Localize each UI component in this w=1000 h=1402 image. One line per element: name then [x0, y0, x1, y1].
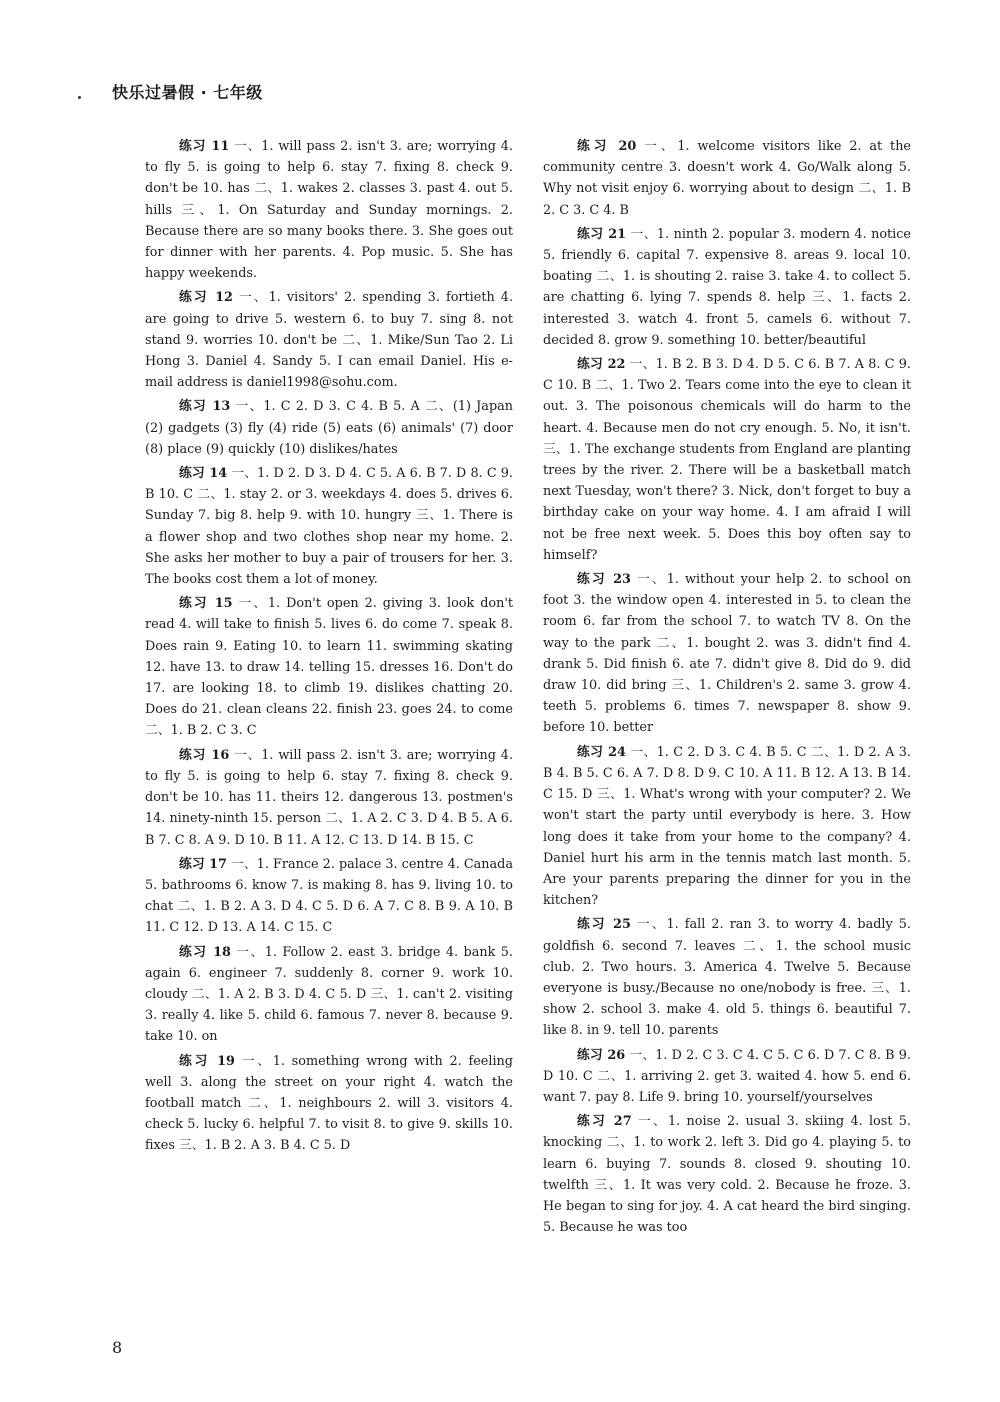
exercise-answers: 一、1. Follow 2. east 3. bridge 4. bank 5. again 6. engineer 7. suddenly 8. corner 9. work 10. cloudy 二、1. A 2. B 3. D 4. C 5. D 三、1. can't 2. visiting 3. really 4. like 5. child 6. famous 7. never 8. because 9. take 10. on [145, 944, 514, 1045]
exercise-title: 练习 14 [179, 466, 228, 482]
exercise-answers: 一、1. without your help 2. to school on foot 3. the window open 4. interested in 5. to clean the room 6. far from the school 7. to watch TV 8. On the way to the park 二、1. bought 2. was 3. didn't find 4. drank 5. Did finish 6. ate 7. didn't give 8. Did do 9. did draw 10. did bring 三、1. Children's 2. same 3. grow 4. teeth 5. problems 6. times 7. newspaper 8. show 9. before 10. better [543, 572, 912, 736]
exercise-17 [145, 854, 513, 939]
exercise-11 [145, 136, 513, 284]
exercise-title: 练习 25 [577, 917, 631, 933]
exercise-title: 练习 23 [577, 572, 631, 588]
exercise-26 [543, 1045, 911, 1109]
exercise-14 [145, 463, 513, 590]
exercise-answers: 一、1. Don't open 2. giving 3. look don't read 4. will take to finish 5. lives 6. do come 7. speak 8. Does rain 9. Eating 10. to learn 11. swimming skating 12. have 13. to draw 14. telling 15. dresses 16. Don't do 17. are looking 18. to climb 19. dislikes chatting 20. Does do 21. clean cleans 22. finish 23. goes 24. to come 二、1. B 2. C 3. C [145, 596, 513, 739]
exercise-title: 练习 15 [179, 596, 233, 612]
exercise-title: 练习 18 [179, 944, 231, 960]
exercise-answers: 一、1. will pass 2. isn't 3. are; worrying 4. to fly 5. is going to help 6. stay 7. fixing 8. check 9. don't be 10. has 二、1. wakes 2. classes 3. past 4. out 5. hills 三、1. On Saturday and Sunday mornings. 2. Because there are so many books there. 3. She goes out for dinner with her parents. 4. Pop music. 5. She has happy weekends. [145, 139, 513, 282]
exercise-title: 练习 27 [577, 1114, 632, 1130]
exercise-13 [145, 396, 513, 460]
exercise-answers: 一、1. D 2. C 3. C 4. C 5. C 6. D 7. C 8. B 9. D 10. C 二、1. arriving 2. get 3. waited 4. how 5. end 6. want 7. pay 8. Life 9. bring 10. yourself/yourselves [543, 1047, 911, 1105]
exercise-title: 练习 20 [577, 139, 637, 154]
exercise-answers: 一、1. noise 2. usual 3. skiing 4. lost 5. knocking 二、1. to work 2. left 3. Did go 4. playing 5. to learn 6. buying 7. sounds 8. closed 9. shouting 10. twelfth 三、1. It was very cold. 2. Because he froze. 3. He began to sing for joy. 4. A cat heard the bird singing. 5. Because he was too [543, 1114, 911, 1236]
exercise-18 [145, 942, 513, 1048]
exercise-12 [145, 287, 513, 393]
exercise-answers: 一、1. B 2. B 3. D 4. D 5. C 6. B 7. A 8. C 9. C 10. B 二、1. Two 2. Tears come into the eye to clean it out. 3. The poisonous chemicals will do harm to the heart. 4. Because men do not cry enough. 5. No, it isn't. 三、1. The exchange students from England are planting trees by the river. 2. There will be a basketball match next Tuesday, won't there? 3. Nick, don't forget to buy a birthday cake on your way home. 4. I am afraid I will not be free next week. 5. Does this boy often say to himself? [543, 357, 911, 563]
exercise-title: 练习 21 [577, 226, 627, 242]
exercise-answers: 一、1. visitors' 2. spending 3. fortieth 4. are going to drive 5. western 6. to buy 7. sing 8. not stand 9. worries 10. don't be 二、1. Mike/Sun Tao 2. Li Hong 3. Daniel 4. Sandy 5. I can email Daniel. His e-mail address is daniel1998@sohu.com. [145, 290, 514, 391]
exercise-answers: 一、1. C 2. D 3. C 4. B 5. A 二、(1) Japan (2) gadgets (3) fly (4) ride (5) eats (6) animals' (7) door (8) place (9) quickly (10) dislikes/hates [145, 399, 514, 457]
exercise-title: 练习 12 [179, 290, 233, 306]
page-header: 快乐过暑假 · 七年级 [112, 83, 263, 102]
exercise-21 [543, 224, 911, 351]
left-column [145, 136, 513, 1160]
exercise-15 [145, 593, 513, 741]
exercise-answers: 一、1. C 2. D 3. C 4. B 5. C 二、1. D 2. A 3. B 4. B 5. C 6. A 7. D 8. D 9. C 10. A 11. B 12. A 13. B 14. C 15. D 三、1. What's wrong with your computer? 2. We won't start the party until everybody is here. 3. How long does it take from your home to the company? 4. Daniel hurt his arm in the tennis match last month. 5. Are your parents preparing the dinner for you in the kitchen? [543, 744, 911, 909]
exercise-20 [543, 136, 911, 221]
exercise-answers: 一、1. ninth 2. popular 3. modern 4. notice 5. friendly 6. capital 7. expensive 8. areas 9. local 10. boating 二、1. is shouting 2. raise 3. take 4. to collect 5. are chatting 6. lying 7. spends 8. help 三、1. facts 2. interested 3. watch 4. front 5. camels 6. without 7. decided 8. grow 9. something 10. better/beautiful [543, 226, 911, 348]
exercise-23 [543, 569, 911, 739]
page-number: 8 [112, 1338, 123, 1357]
exercise-title: 练习 16 [179, 747, 230, 763]
exercise-answers: 一、1. welcome visitors like 2. at the community centre 3. doesn't work 4. Go/Walk along 5. Why not visit enjoy 6. worrying about to design 二、1. B 2. C 3. C 4. B [543, 139, 912, 218]
exercise-title: 练习 24 [577, 744, 626, 760]
exercise-title: 练习 19 [179, 1053, 235, 1069]
exercise-answers: 一、1. will pass 2. isn't 3. are; worrying 4. to fly 5. is going to help 6. stay 7. fixing 8. check 9. don't be 10. has 11. theirs 12. dangerous 13. postmen's 14. ninety-ninth 15. person 二、1. A 2. C 3. D 4. B 5. A 6. B 7. C 8. A 9. D 10. B 11. A 12. C 13. D 14. B 15. C [145, 747, 513, 848]
exercise-24 [543, 742, 911, 912]
exercise-answers: 一、1. something wrong with 2. feeling well 3. along the street on your right 4. watch the football match 二、1. neighbours 2. will 3. visitors 4. check 5. lucky 6. helpful 7. to visit 8. to give 9. skills 10. fixes 三、1. B 2. A 3. B 4. C 5. D [145, 1053, 513, 1154]
decorative-dot [78, 96, 81, 99]
exercise-27 [543, 1111, 911, 1238]
exercise-answers: 一、1. D 2. D 3. D 4. C 5. A 6. B 7. D 8. C 9. B 10. C 二、1. stay 2. or 3. weekdays 4. does 5. drives 6. Sunday 7. big 8. help 9. with 10. hungry 三、1. There is a flower shop and two clothes shop near my home. 2. She asks her mother to buy a pair of trousers for her. 3. The books cost them a lot of money. [145, 466, 513, 588]
exercise-25 [543, 914, 911, 1041]
exercise-answers: 一、1. fall 2. ran 3. to worry 4. badly 5. goldfish 6. second 7. leaves 二、1. the school music club. 2. Two hours. 3. America 4. Twelve 5. Because everyone is busy./Because no one/nobody is free. 三、1. show 2. school 3. make 4. old 5. things 6. beautiful 7. like 8. in 9. tell 10. parents [543, 917, 911, 1039]
exercise-answers: 一、1. France 2. palace 3. centre 4. Canada 5. bathrooms 6. know 7. is making 8. has 9. living 10. to chat 二、1. B 2. A 3. D 4. C 5. D 6. A 7. C 8. B 9. A 10. B 11. C 12. D 13. A 14. C 15. C [145, 856, 513, 936]
exercise-title: 练习 17 [179, 856, 227, 872]
right-column [543, 136, 911, 1241]
exercise-title: 练习 11 [179, 139, 230, 154]
exercise-16 [145, 745, 513, 851]
exercise-19 [145, 1051, 513, 1157]
exercise-title: 练习 13 [179, 399, 231, 415]
exercise-title: 练习 22 [577, 357, 626, 373]
exercise-22 [543, 354, 911, 566]
exercise-title: 练习 26 [577, 1047, 626, 1063]
